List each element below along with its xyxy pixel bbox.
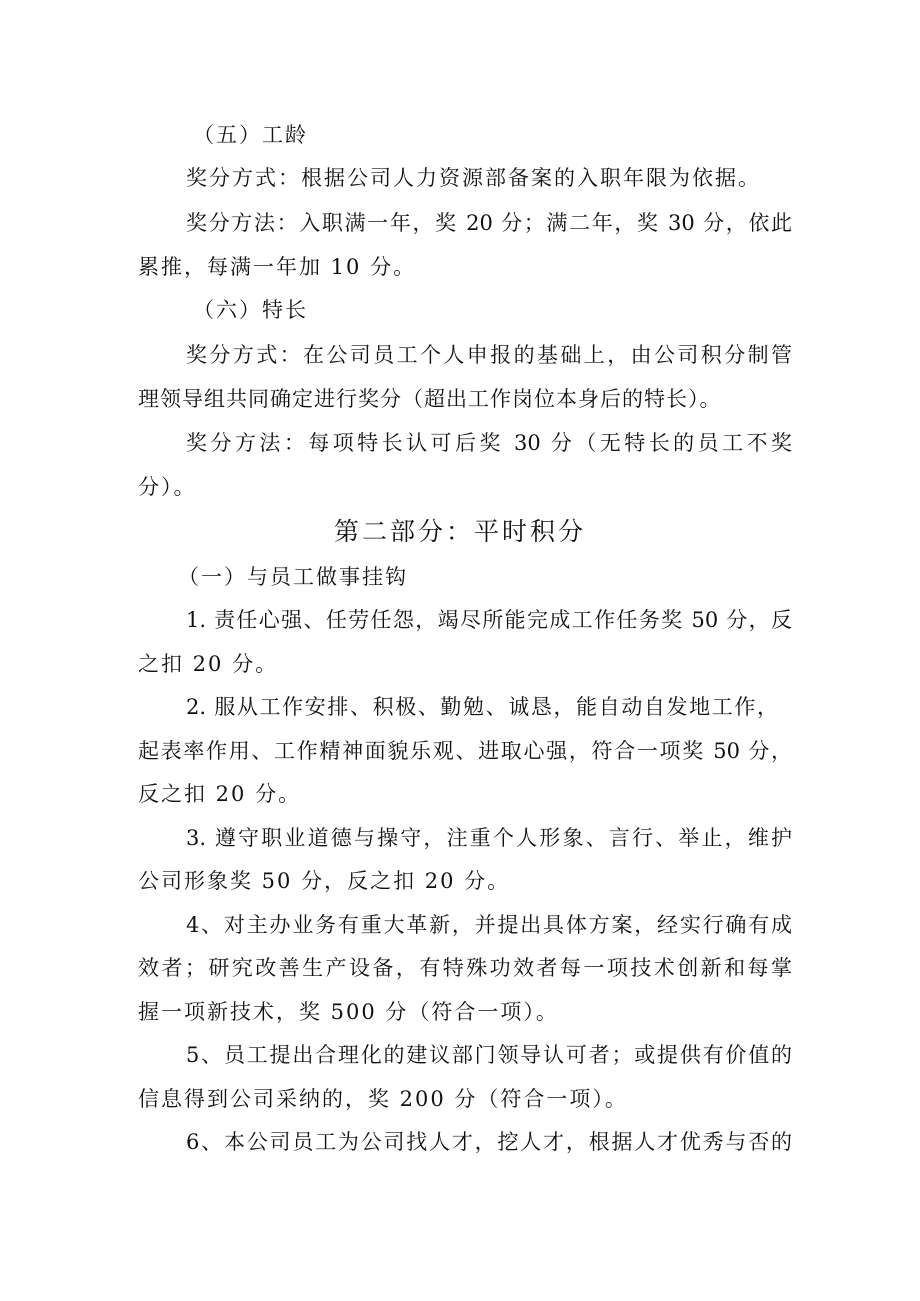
paragraph-line: 反之扣 20 分。 xyxy=(138,782,302,806)
paragraph-line: 公司形象奖 50 分，反之扣 20 分。 xyxy=(138,869,511,893)
paragraph-line: 奖分方法：入职满一年，奖 20 分；满二年，奖 30 分，依此 xyxy=(186,211,792,235)
paragraph-line: 握一项新技术，奖 500 分（符合一项）。 xyxy=(138,1000,559,1024)
subsection-heading-seniority: （五）工龄 xyxy=(193,123,308,147)
paragraph-line: 奖分方式：在公司员工个人申报的基础上，由公司积分制管 xyxy=(186,343,792,367)
paragraph-line: 奖分方式：根据公司人力资源部备案的入职年限为依据。 xyxy=(186,166,761,190)
paragraph-line: 分）。 xyxy=(138,475,197,499)
paragraph-line: 3. 遵守职业道德与操守，注重个人形象、言行、举止，维护 xyxy=(186,826,792,850)
paragraph-line: 信息得到公司采纳的，奖 200 分（符合一项）。 xyxy=(138,1087,628,1111)
subsection-heading-work: （一）与员工做事挂钩 xyxy=(178,565,408,589)
section-title: 第二部分：平时积分 xyxy=(333,517,586,546)
paragraph-line: 5、员工提出合理化的建议部门领导认可者；或提供有价值的 xyxy=(186,1043,792,1067)
paragraph-line: 6、本公司员工为公司找人才，挖人才，根据人才优秀与否的 xyxy=(186,1130,792,1154)
paragraph-line: 2. 服从工作安排、积极、勤勉、诚恳，能自动自发地工作， xyxy=(186,695,778,719)
paragraph-line: 之扣 20 分。 xyxy=(138,652,279,676)
paragraph-line: 累推，每满一年加 10 分。 xyxy=(138,255,417,279)
paragraph-line: 效者；研究改善生产设备，有特殊功效者每一项技术创新和每掌 xyxy=(138,956,792,980)
paragraph-line: 1. 责任心强、任劳任怨，竭尽所能完成工作任务奖 50 分，反 xyxy=(186,608,792,632)
paragraph-line: 奖分方法：每项特长认可后奖 30 分（无特长的员工不奖 xyxy=(186,431,792,455)
paragraph-line: 起表率作用、工作精神面貌乐观、进取心强，符合一项奖 50 分， xyxy=(138,739,792,763)
paragraph-line: 4、对主办业务有重大革新，并提出具体方案，经实行确有成 xyxy=(186,913,792,937)
paragraph-line: 理领导组共同确定进行奖分（超出工作岗位本身后的特长）。 xyxy=(138,387,722,411)
subsection-heading-specialty: （六）特长 xyxy=(193,298,308,322)
